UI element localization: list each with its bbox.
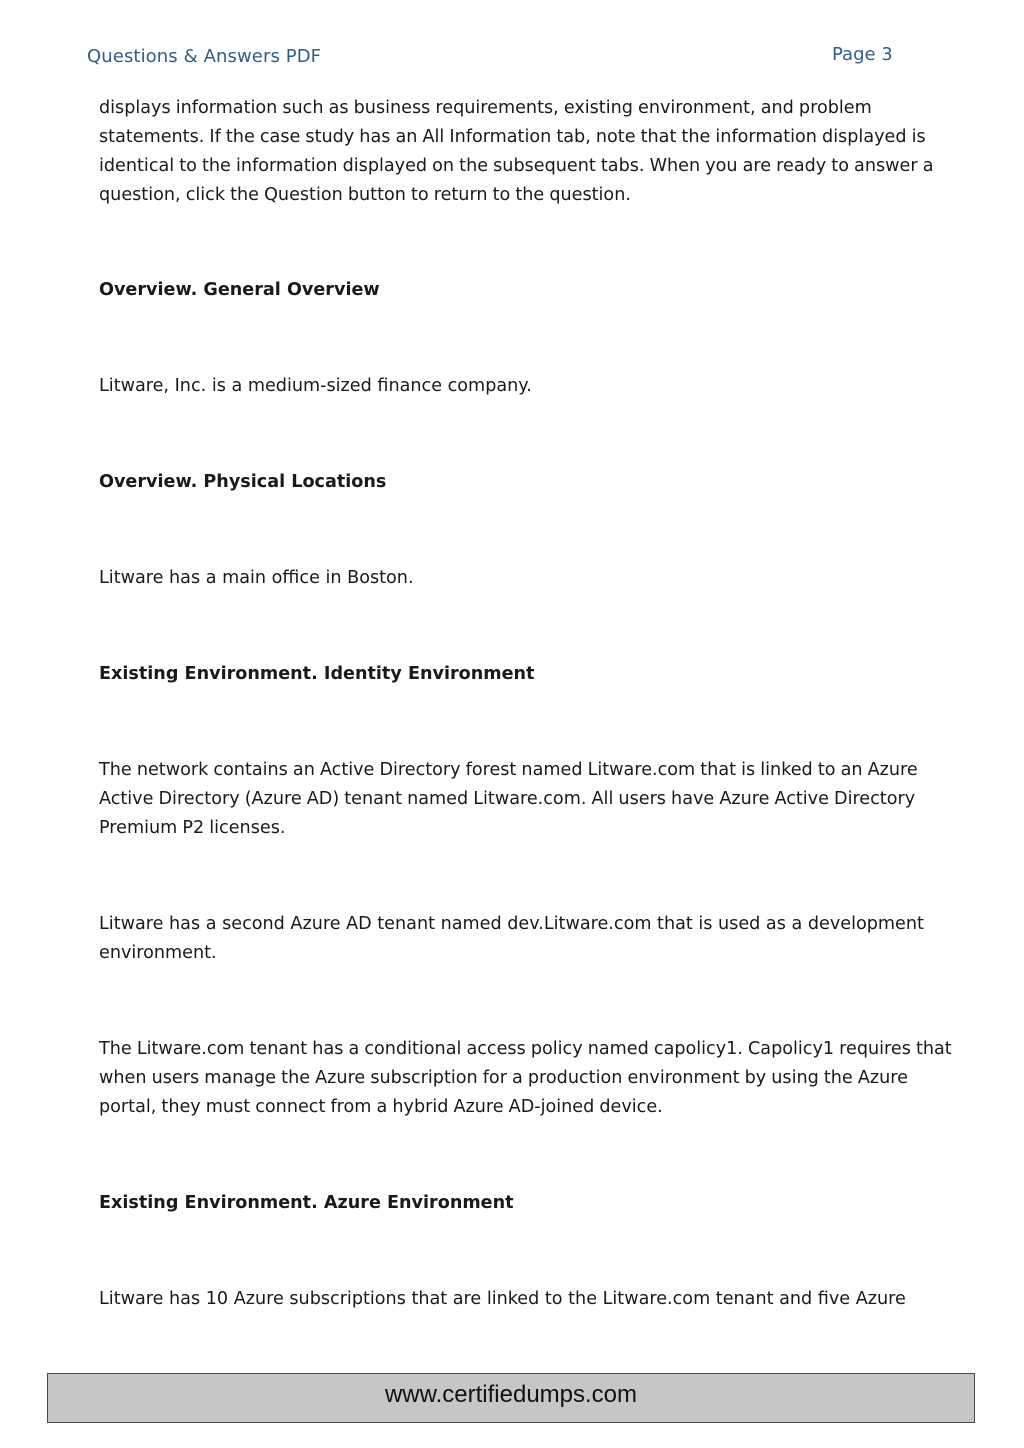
heading-physical-locations: Overview. Physical Locations [99, 472, 387, 492]
heading-azure-environment: Existing Environment. Azure Environment [99, 1193, 514, 1213]
paragraph-azure-1: Litware has 10 Azure subscriptions that are linked to the Litware.com tenant and five Azure [99, 1289, 906, 1309]
footer-banner [47, 1373, 975, 1423]
paragraph-general-overview: Litware, Inc. is a medium-sized finance company. [99, 376, 532, 396]
footer-url: www.certifiedumps.com [384, 1381, 638, 1408]
paragraph-identity-3: The Litware.com tenant has a conditional access policy named capolicy1. Capolicy1 requires that when users manage the Azure subscription for a production environment by using the Azure portal, they must connect from a hybrid Azure AD-joined device. [99, 1039, 952, 1117]
paragraph-identity-2: Litware has a second Azure AD tenant named dev.Litware.com that is used as a development environment. [99, 914, 924, 963]
intro-paragraph: displays information such as business requirements, existing environment, and problem statements. If the case study has an All Information tab, note that the information displayed is identical to the information displayed on the subsequent tabs. When you are ready to answer a question, click the Question button to return to the question. [99, 98, 934, 205]
paragraph-physical-locations: Litware has a main office in Boston. [99, 568, 414, 588]
document-body [99, 94, 969, 1314]
header-title: Questions & Answers PDF [87, 46, 322, 67]
heading-identity-environment: Existing Environment. Identity Environment [99, 664, 535, 684]
paragraph-identity-1: The network contains an Active Directory forest named Litware.com that is linked to an Azure Active Directory (Azure AD) tenant named Litware.com. All users have Azure Active Directory Premium P2 licenses. [99, 760, 918, 838]
page-number: Page 3 [832, 44, 893, 65]
heading-general-overview: Overview. General Overview [99, 280, 380, 300]
